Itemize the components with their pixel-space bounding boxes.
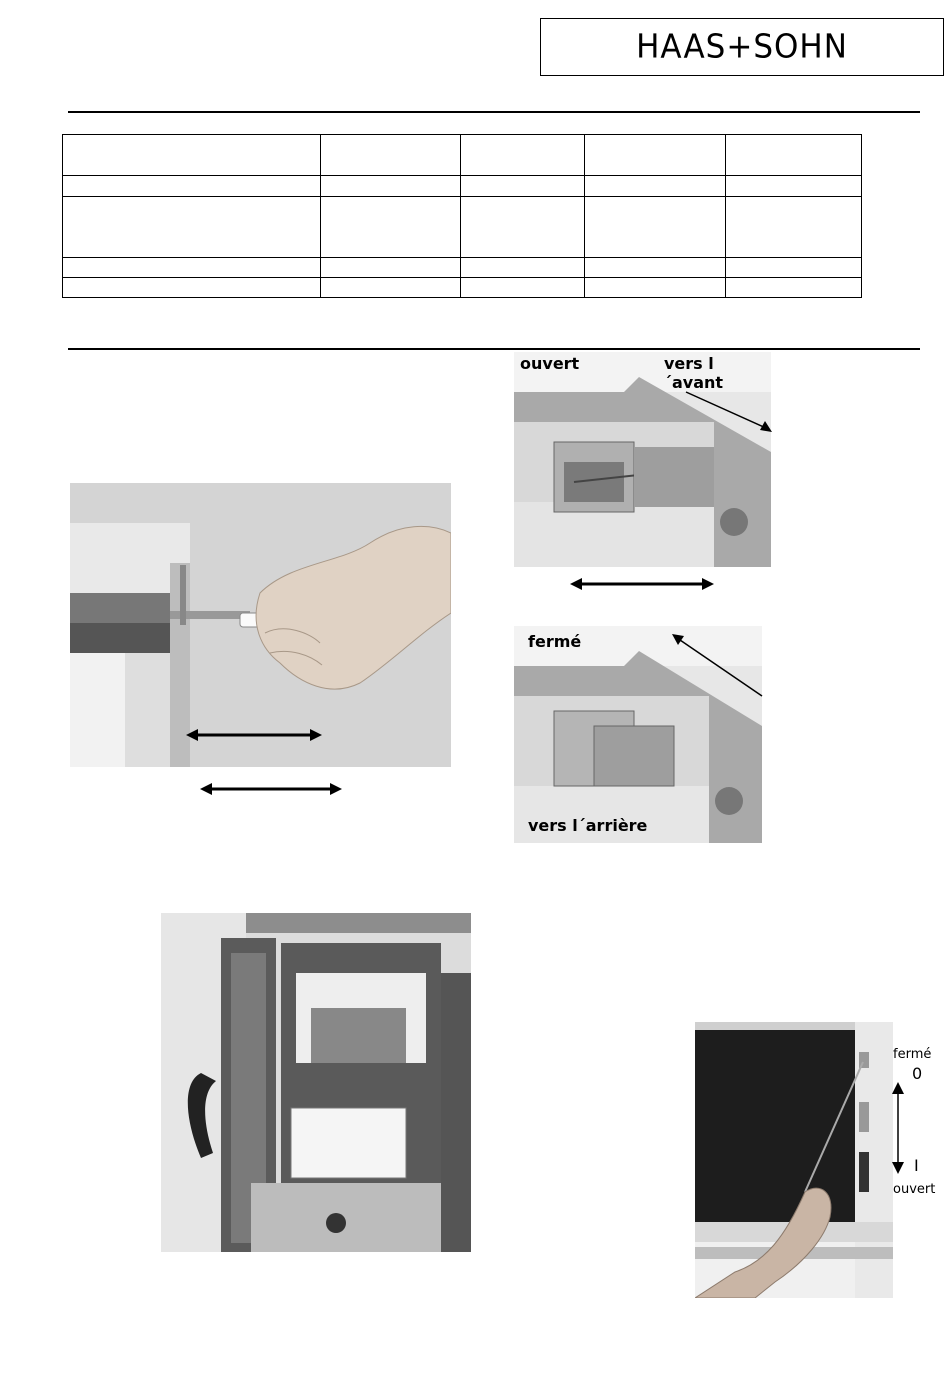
double-arrow-icon <box>570 575 714 593</box>
table-row <box>63 258 862 278</box>
vertical-double-arrow-icon <box>889 1082 907 1174</box>
label-forward: vers l´avant <box>664 354 724 392</box>
top-divider <box>68 111 920 113</box>
photo-damper-open <box>514 352 771 567</box>
label-backward: vers l´arrière <box>528 816 648 835</box>
brand-logo-text: HAAS+SOHN <box>636 28 848 66</box>
symbol-closed: 0 <box>912 1064 923 1083</box>
table-row <box>63 176 862 197</box>
brand-logo <box>540 18 944 76</box>
backward-arrow-icon <box>668 630 768 700</box>
spec-table <box>62 134 862 298</box>
symbol-open: I <box>914 1156 919 1175</box>
section-divider <box>68 348 920 350</box>
photo-air-lever <box>695 1022 893 1298</box>
photo-firebox-ashpan <box>161 913 471 1252</box>
label-lever-closed: fermé <box>893 1047 932 1062</box>
label-lever-open: ouvert <box>893 1182 936 1197</box>
double-arrow-icon <box>200 780 342 798</box>
photo-lever-pull <box>70 483 451 767</box>
table-row <box>63 197 862 258</box>
forward-arrow-icon <box>684 390 776 436</box>
label-open: ouvert <box>520 354 580 373</box>
table-row <box>63 135 862 176</box>
label-closed: fermé <box>528 632 582 651</box>
table-row <box>63 278 862 298</box>
